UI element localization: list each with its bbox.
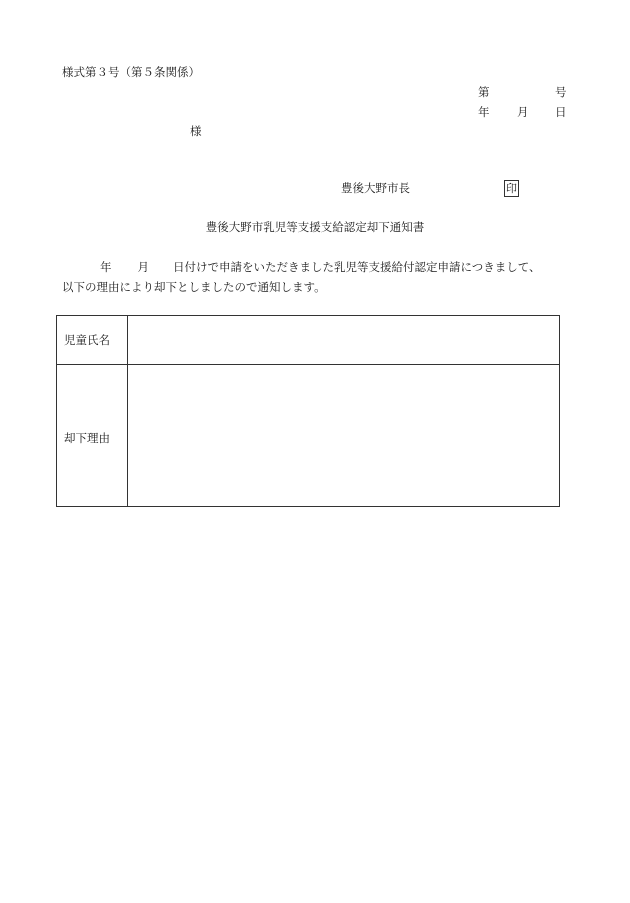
date-day-label: 日 bbox=[555, 105, 567, 119]
table-row-divider bbox=[57, 364, 559, 365]
body-month-label: 月 bbox=[137, 260, 149, 274]
document-number-suffix: 号 bbox=[555, 85, 567, 99]
body-text-rest: 日付けで申請をいただきました乳児等支援給付認定申請につきまして、 bbox=[173, 260, 541, 274]
table-column-divider bbox=[127, 316, 128, 506]
child-name-label: 児童氏名 bbox=[64, 333, 110, 347]
document-number-prefix: 第 bbox=[478, 85, 490, 99]
date-year-label: 年 bbox=[478, 105, 490, 119]
seal-stamp-box: 印 bbox=[506, 182, 517, 195]
date-month-label: 月 bbox=[517, 105, 529, 119]
info-table bbox=[56, 315, 560, 507]
addressee-honorific: 様 bbox=[190, 124, 202, 138]
body-year-label: 年 bbox=[100, 260, 112, 274]
rejection-reason-label: 却下理由 bbox=[64, 431, 110, 445]
body-text-line-2: 以下の理由により却下としましたので通知します。 bbox=[62, 280, 326, 294]
body-text-line-1 bbox=[62, 262, 541, 274]
form-number: 様式第３号（第５条関係） bbox=[62, 65, 200, 79]
document-title: 豊後大野市乳児等支援支給認定却下通知書 bbox=[205, 220, 425, 234]
sender-name: 豊後大野市長 bbox=[341, 181, 410, 195]
